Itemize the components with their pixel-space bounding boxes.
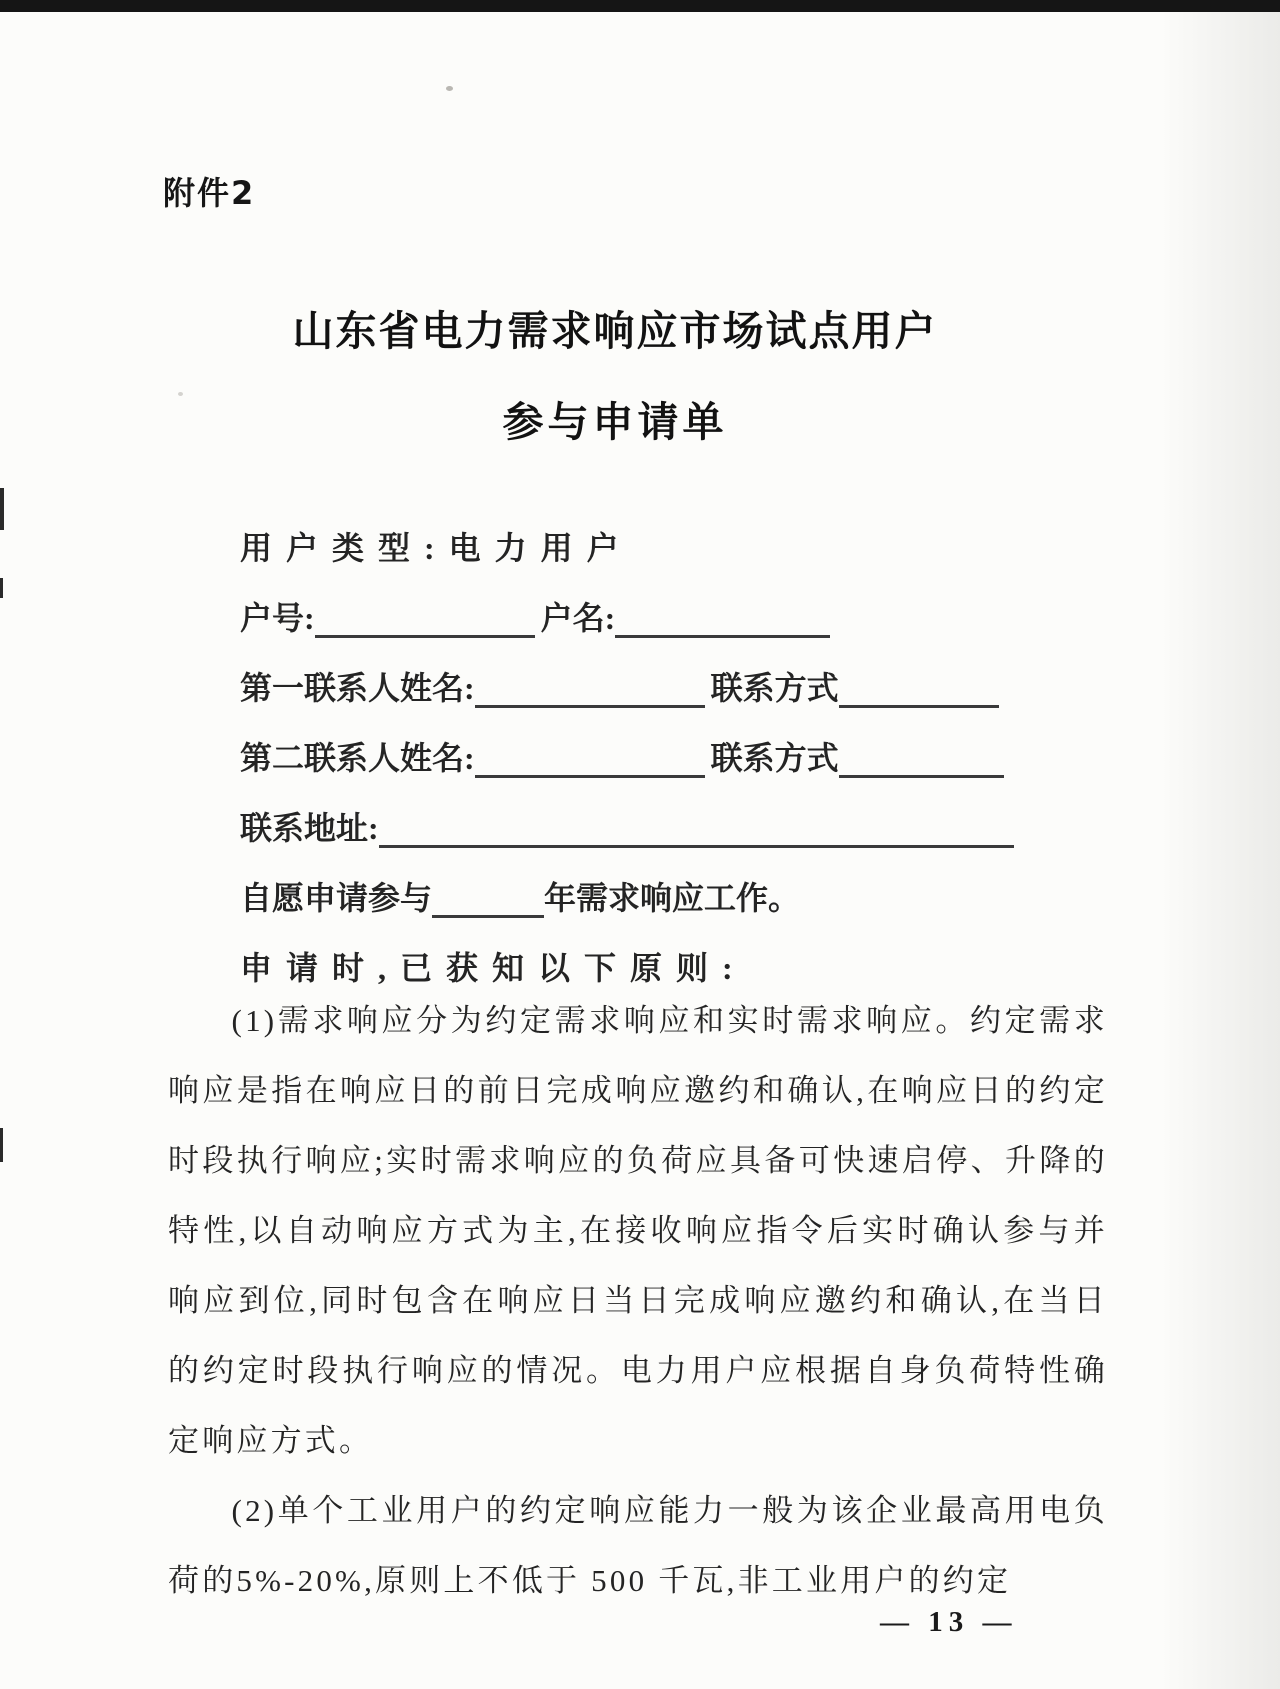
second-contact-method-blank — [839, 740, 1004, 778]
form-line-user-type — [240, 500, 1070, 570]
document-title-line2: 参与申请单 — [502, 398, 728, 446]
account-number-blank — [315, 600, 535, 638]
scan-edge-top-bar — [0, 0, 1280, 12]
second-contact-name-blank — [475, 740, 705, 778]
attachment-label: 附件2 — [163, 174, 256, 212]
principle-paragraph-2: (2)单个工业用户的约定响应能力一般为该企业最高用电负荷的5%-20%,原则上不低于 500 千瓦,非工业用户的约定 — [168, 1493, 1108, 1598]
scan-artifact — [0, 1128, 3, 1162]
principles-text — [168, 986, 1108, 1616]
application-form — [240, 500, 1070, 990]
scan-artifact — [0, 578, 3, 598]
second-contact-method-label: 联系方式 — [710, 740, 839, 777]
first-contact-method-blank — [839, 670, 999, 708]
participation-year-blank — [432, 880, 544, 918]
document-title-line1: 山东省电力需求响应市场试点用户 — [292, 307, 938, 355]
account-name-label: 户名: — [540, 600, 616, 637]
document-title — [0, 298, 1230, 448]
form-line-participation-year — [240, 850, 1070, 920]
form-line-account — [240, 570, 1070, 640]
form-line-principles-intro — [240, 920, 1070, 990]
second-contact-name-label: 第二联系人姓名: — [240, 740, 475, 777]
scan-artifact — [0, 488, 4, 530]
principle-paragraph-1: (1)需求响应分为约定需求响应和实时需求响应。约定需求响应是指在响应日的前日完成响应邀约和确认,在响应日的约定时段执行响应;实时需求响应的负荷应具备可快速启停、升降的特性,以自动响应方式为主,在接收响应指令后实时确认参与并响应到位,同时包含在响应日当日完成响应邀约和确认,在当日的约定时段执行响应的情况。电力用户应根据自身负荷特性确定响应方式。 — [168, 1003, 1108, 1458]
account-number-label: 户号: — [240, 600, 315, 637]
principles-intro-label: 申请时,已获知以下原则: — [240, 950, 747, 987]
page-number: — 13 — — [880, 1606, 1018, 1638]
scan-edge-shadow — [1160, 12, 1280, 1689]
participation-suffix-label: 年需求响应工作。 — [544, 880, 801, 917]
scan-artifact — [446, 86, 453, 91]
first-contact-name-blank — [475, 670, 705, 708]
contact-address-label: 联系地址: — [240, 810, 379, 847]
form-line-second-contact — [240, 710, 1070, 780]
user-type-label: 用户类型:电力用户 — [240, 530, 633, 567]
form-line-address — [240, 780, 1070, 850]
form-line-first-contact — [240, 640, 1070, 710]
participation-prefix-label: 自愿申请参与 — [240, 880, 433, 917]
first-contact-method-label: 联系方式 — [710, 670, 839, 707]
contact-address-blank — [379, 810, 1014, 848]
first-contact-name-label: 第一联系人姓名: — [240, 670, 475, 707]
account-name-blank — [615, 600, 830, 638]
